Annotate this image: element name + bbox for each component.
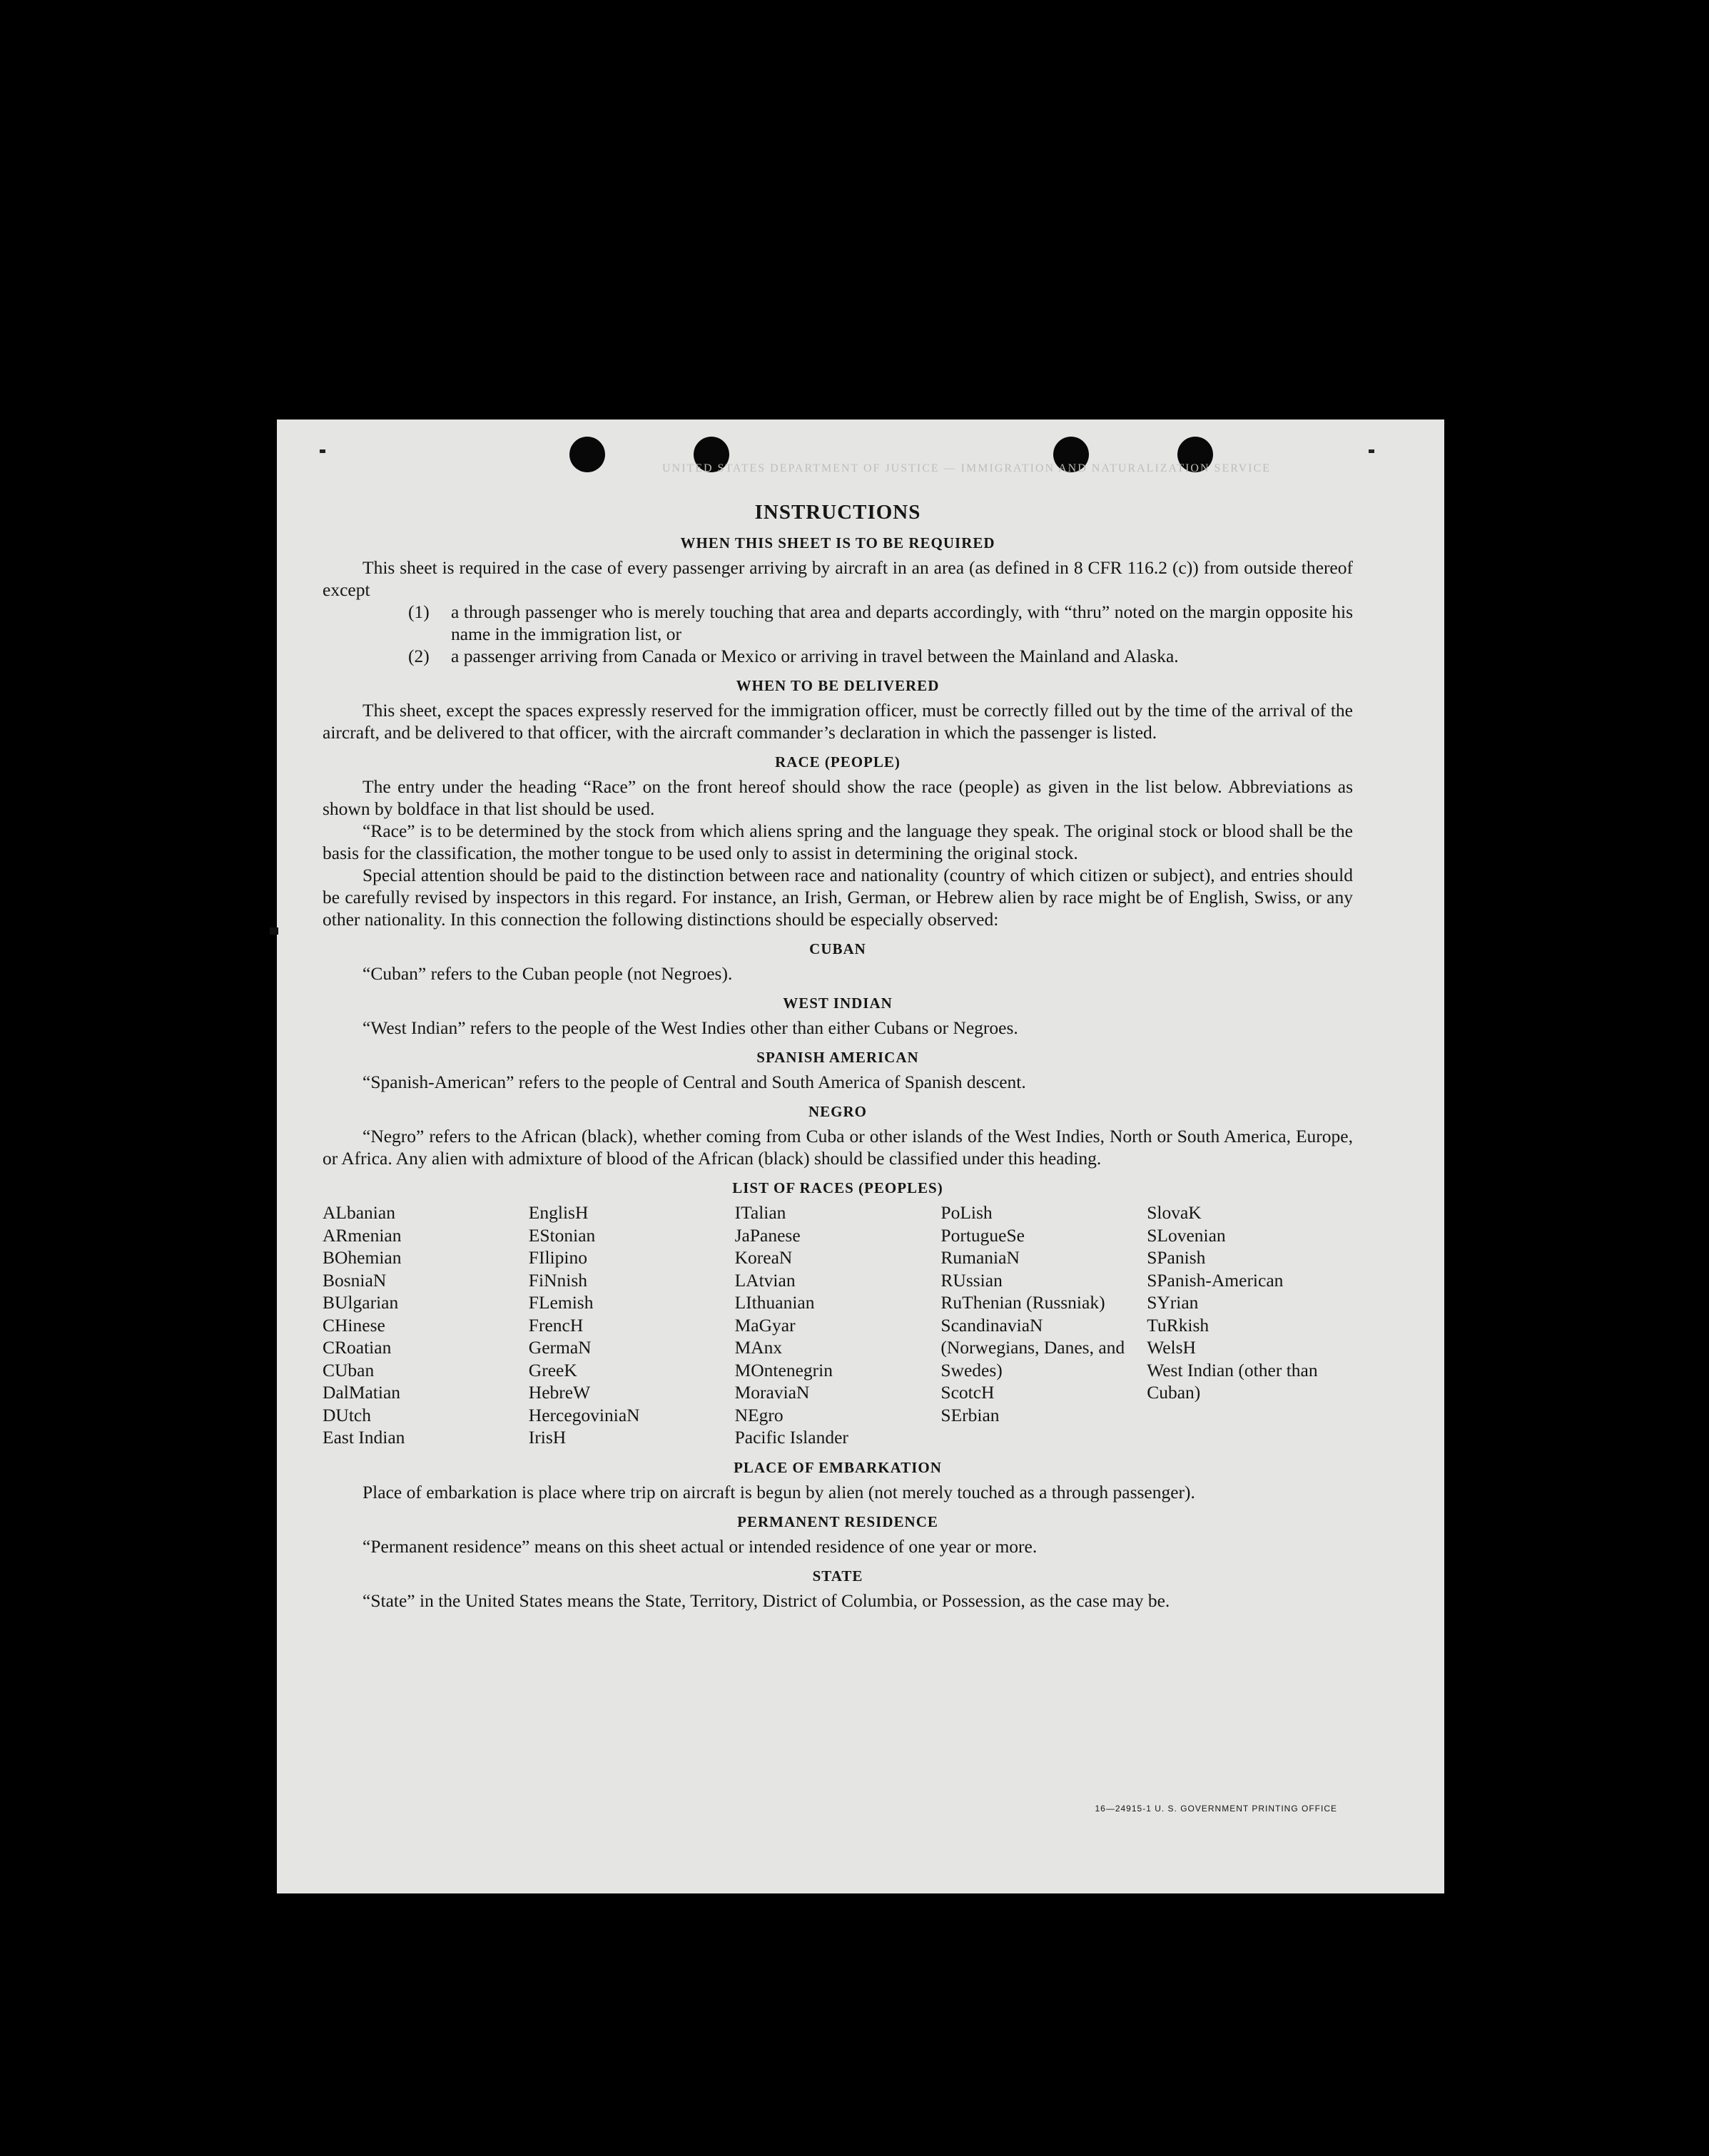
race-entry: SlovaK [1147, 1202, 1202, 1223]
race-entry: ITalian [734, 1202, 786, 1223]
race-entry: BOhemian [323, 1247, 402, 1268]
delivered-text: This sheet, except the spaces expressly reserved for the immigration officer, must be correctly filled out by the time of the arrival of the aircraft, and be delivered to that officer, with the aircraft commander’s declaration in which the passenger is listed. [323, 700, 1353, 743]
race-entry: KoreaN [734, 1247, 793, 1268]
item-text: a passenger arriving from Canada or Mexico or arriving in travel between the Mainland and Alaska. [451, 646, 1179, 666]
race-entry: FIlipino [528, 1247, 587, 1268]
race-entry: SLovenian [1147, 1224, 1226, 1246]
race-entry: CRoatian [323, 1337, 392, 1358]
race-entry: MoraviaN [734, 1382, 810, 1403]
section-heading-delivered: WHEN TO BE DELIVERED [736, 677, 940, 694]
race-entry: WelsH [1147, 1337, 1196, 1358]
document-page [277, 419, 1444, 1893]
section-heading-negro: NEGRO [808, 1103, 867, 1120]
race-entry: MOntenegrin [734, 1359, 833, 1380]
race-entry: West Indian (other than Cuban) [1147, 1359, 1318, 1403]
race-column [529, 1201, 735, 1449]
section-heading-state: STATE [812, 1567, 863, 1585]
embarkation-text: Place of embarkation is place where trip on aircraft is begun by alien (not merely touched as a through passenger). [362, 1481, 1195, 1502]
scan-speck [320, 449, 325, 453]
section-heading-west-indian: WEST INDIAN [783, 995, 893, 1012]
race-entry: PoLish [940, 1202, 993, 1223]
cuban-text: “Cuban” refers to the Cuban people (not Negroes). [362, 963, 733, 984]
section-heading-residence: PERMANENT RESIDENCE [737, 1512, 938, 1530]
state-text: “State” in the United States means the State, Territory, District of Columbia, or Possession, as the case may be. [362, 1590, 1170, 1611]
race-entry: ScandinaviaN (Norwegians, Danes, and Swedes) [940, 1314, 1125, 1380]
race-entry: TuRkish [1147, 1314, 1210, 1336]
negro-text: “Negro” refers to the African (black), whether coming from Cuba or other islands of the West Indies, North or South America, Europe, or Africa. Any alien with admixture of blood of the African (black) should be classified under this heading. [323, 1126, 1353, 1169]
race-entry: CUban [323, 1359, 375, 1380]
section-heading-race: RACE (PEOPLE) [775, 753, 901, 771]
list-item [408, 601, 1353, 645]
section-heading-race-list: LIST OF RACES (PEOPLES) [732, 1179, 943, 1196]
race-column [735, 1201, 941, 1449]
race-entry: SPanish [1147, 1247, 1206, 1268]
section-heading-cuban: CUBAN [809, 940, 866, 957]
section-heading-required: WHEN THIS SHEET IS TO BE REQUIRED [680, 534, 995, 551]
race-paragraph: “Race” is to be determined by the stock from which aliens spring and the language they speak. The original stock or blood shall be the basis for the classification, the mother tongue to be used only to assist in determining the original stock. [323, 820, 1353, 863]
race-entry: CHinese [323, 1314, 385, 1336]
race-entry: Pacific Islander [734, 1427, 848, 1448]
residence-text: “Permanent residence” means on this sheet actual or intended residence of one year or more. [362, 1535, 1038, 1557]
race-column [1147, 1201, 1353, 1449]
race-entry: RUssian [940, 1269, 1003, 1291]
race-entry: FiNnish [528, 1269, 587, 1291]
race-entry: NEgro [734, 1404, 783, 1425]
instructions-body [323, 501, 1353, 1612]
section-heading-spanish-american: SPANISH AMERICAN [756, 1049, 919, 1066]
race-column [323, 1201, 529, 1449]
race-entry: BosniaN [323, 1269, 387, 1291]
race-paragraph: The entry under the heading “Race” on the front hereof should show the race (people) as given in the list below. Abbreviations as shown by boldface in that list should be used. [323, 776, 1353, 819]
race-entry: RuThenian (Russniak) [940, 1292, 1105, 1313]
race-entry: MaGyar [734, 1314, 796, 1336]
race-entry: SYrian [1147, 1292, 1199, 1313]
race-entry: East Indian [323, 1427, 405, 1448]
race-entry: ScotcH [940, 1382, 995, 1403]
page-title: INSTRUCTIONS [754, 501, 921, 524]
race-entry: SPanish-American [1147, 1269, 1284, 1291]
race-entry: DUtch [323, 1404, 371, 1425]
race-list [323, 1201, 1353, 1449]
race-paragraph: Special attention should be paid to the distinction between race and nationality (country of which citizen or subject), and entries should be carefully revised by inspectors in this regard. For instance, an Irish, German, or Hebrew alien by race might be of English, Swiss, or any other nationality. In this connection the following distinctions should be especially observed: [323, 865, 1353, 930]
race-entry: EStonian [528, 1224, 596, 1246]
race-entry: HercegoviniaN [528, 1404, 640, 1425]
scan-speck [1369, 449, 1374, 453]
race-entry: ALbanian [323, 1202, 395, 1223]
printer-footnote: 16—24915-1 U. S. GOVERNMENT PRINTING OFFICE [1095, 1804, 1337, 1814]
item-number: (1) [408, 601, 430, 622]
race-entry: FLemish [528, 1292, 594, 1313]
west-indian-text: “West Indian” refers to the people of the West Indies other than either Cubans or Negroes. [362, 1017, 1018, 1038]
required-intro: This sheet is required in the case of every passenger arriving by aircraft in an area (as defined in 8 CFR 116.2 (c)) from outside thereof except [323, 557, 1353, 600]
race-entry: GermaN [528, 1337, 592, 1358]
race-entry: SErbian [940, 1404, 1000, 1425]
race-entry: IrisH [528, 1427, 567, 1448]
race-column [940, 1201, 1147, 1449]
item-number: (2) [408, 646, 430, 666]
race-entry: MAnx [734, 1337, 783, 1358]
race-entry: FrencH [528, 1314, 584, 1336]
margin-mark [270, 927, 278, 935]
race-entry: HebreW [528, 1382, 591, 1403]
race-entry: GreeK [528, 1359, 577, 1380]
race-entry: RumaniaN [940, 1247, 1020, 1268]
punch-hole [569, 437, 605, 472]
spanish-american-text: “Spanish-American” refers to the people of Central and South America of Spanish descent. [362, 1072, 1026, 1092]
race-entry: BUlgarian [323, 1292, 399, 1313]
race-entry: PortugueSe [940, 1224, 1025, 1246]
race-entry: LAtvian [734, 1269, 796, 1291]
race-entry: JaPanese [734, 1224, 801, 1246]
race-entry: ARmenian [323, 1224, 402, 1246]
race-entry: EnglisH [528, 1202, 589, 1223]
bleed-through-text: UNITED STATES DEPARTMENT OF JUSTICE — IMMIGRATION AND NATURALIZATION SERVICE [662, 462, 1271, 474]
race-entry: DalMatian [323, 1382, 401, 1403]
list-item [408, 645, 1353, 667]
race-entry: LIthuanian [734, 1292, 815, 1313]
section-heading-embarkation: PLACE OF EMBARKATION [734, 1458, 942, 1476]
item-text: a through passenger who is merely touching that area and departs accordingly, with “thru” noted on the margin opposite his name in the immigration list, or [451, 601, 1353, 644]
